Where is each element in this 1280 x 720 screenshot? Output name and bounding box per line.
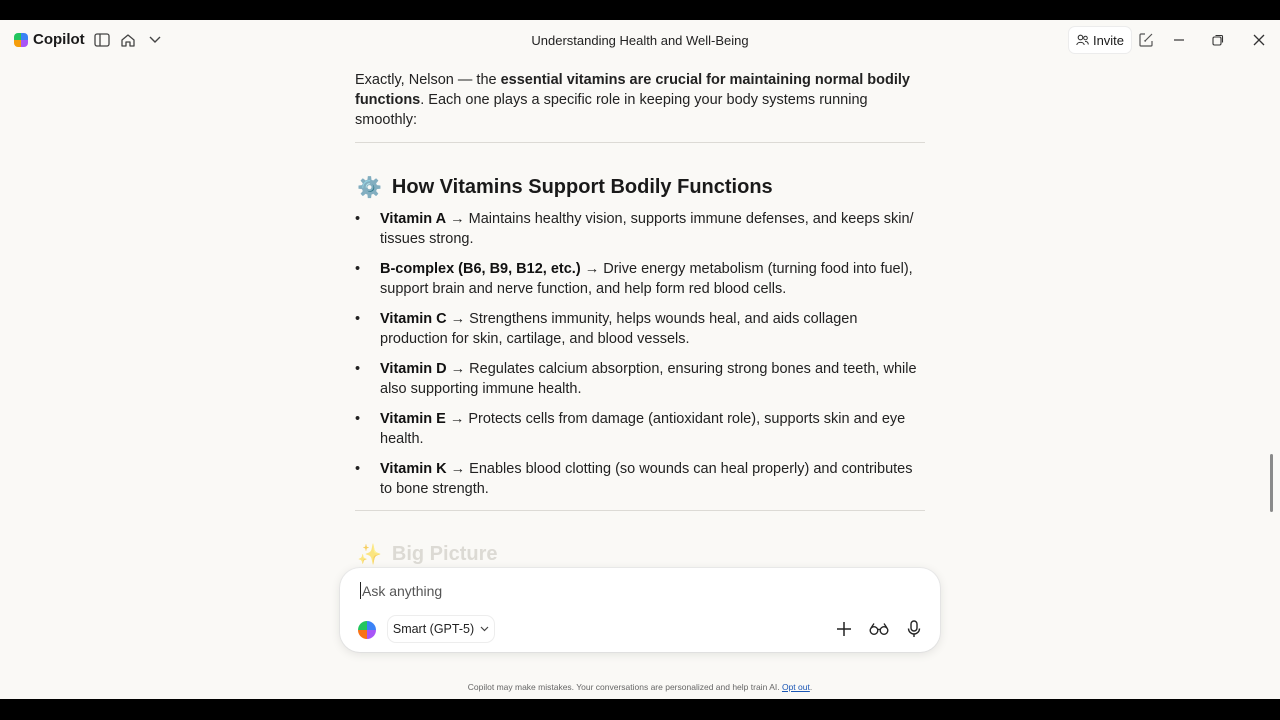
item-desc: → Enables blood clotting (so wounds can heal properly) and contributes to bone strength. (380, 461, 913, 497)
glasses-icon[interactable] (868, 618, 890, 640)
close-icon[interactable] (1250, 31, 1268, 49)
text-caret (360, 582, 361, 599)
divider (355, 510, 925, 511)
microphone-icon[interactable] (903, 618, 925, 640)
invite-button[interactable] (1069, 27, 1131, 53)
intro-bold: essential vitamins are crucial for maintaining normal bodily functions (355, 72, 910, 108)
item-desc: → Drive energy metabolism (turning food into fuel), support brain and nerve function, and help form red blood cells. (380, 261, 913, 297)
sparkle-icon: ✨ (357, 544, 382, 566)
gear-icon: ⚙️ (357, 177, 382, 199)
scrollbar-thumb[interactable] (1270, 454, 1273, 512)
item-desc: → Regulates calcium absorption, ensuring strong bones and teeth, while also supporting immune health. (380, 361, 917, 397)
intro-paragraph (355, 70, 925, 130)
title-bar (0, 20, 1280, 60)
section-heading (357, 175, 773, 200)
disclaimer-text: Copilot may make mistakes. Your conversations are personalized and help train AI. (467, 682, 780, 692)
invite-label: Invite (1092, 32, 1125, 48)
intro-text: Exactly, Nelson — the (355, 72, 501, 88)
composer (340, 568, 940, 652)
item-desc: → Maintains healthy vision, supports immune defenses, and keeps skin/ tissues strong. (380, 211, 914, 247)
item-name: Vitamin K (380, 461, 447, 477)
intro-text-2: . Each one plays a specific role in keeping your body systems running smoothly: (355, 92, 868, 128)
invite-people-icon (1076, 34, 1089, 46)
item-name: Vitamin E (380, 411, 446, 427)
popout-icon[interactable] (1137, 31, 1155, 49)
app-window: Copilot Understanding Health and Well-Being Invite Exactly, Nelson — the essential vitamins are crucial for maintaining normal bodily functions. Each one plays a specific role in keeping your body systems running smoothly: ⚙️ How Vitamins Support Bodily Functions • Vitamin A → Maintains healthy vision, supports immune defenses, and keeps skin/ tissues strong. • B-complex (B6, B9, B12, etc.) → Drive energy metabolism (turning food into fuel), support brain and nerve function, and help form red blood cells. • Vitamin C → Strengthens immunity, helps wounds heal, and aids collagen production for skin, cartilage, and blood vessels. • Vitamin D → Regulates calcium absorption, ensuring strong bones and teeth, while also supporting immune health. • Vitamin E → Protects cells from damage (antioxidant role), supports skin and eye health. • Vitamin K → Enables blood clotting (so wounds can heal properly) and contributes to bone strength. ✨ Big Picture Ask anything Smart (GPT-5) Copilot may make mistakes. Your conversations are personalized and help train AI. Opt out. (0, 20, 1280, 699)
next-section-heading (357, 542, 497, 567)
ask-input[interactable] (360, 578, 904, 604)
opt-out-link[interactable]: Opt out (781, 682, 810, 692)
app-name: Copilot (33, 31, 85, 48)
copilot-orb-icon[interactable] (358, 621, 376, 639)
chevron-down-icon (480, 626, 489, 632)
item-desc: → Strengthens immunity, helps wounds heal, and aids collagen production for skin, cartilage, and blood vessels. (380, 311, 858, 347)
item-desc: → Protects cells from damage (antioxidant role), supports skin and eye health. (380, 411, 906, 447)
item-name: Vitamin D (380, 361, 447, 377)
disclaimer: Copilot may make mistakes. Your conversations are personalized and help train AI. Opt out. (467, 682, 813, 692)
restore-icon[interactable] (1209, 31, 1227, 49)
item-name: Vitamin A (380, 211, 447, 227)
item-name: B-complex (B6, B9, B12, etc.) (380, 261, 581, 277)
model-select[interactable] (388, 616, 494, 642)
plus-icon[interactable] (833, 618, 855, 640)
model-label: Smart (GPT-5) (392, 622, 475, 636)
heading-text: How Vitamins Support Bodily Functions (391, 176, 773, 198)
item-name: Vitamin C (380, 311, 447, 327)
divider (355, 142, 925, 143)
window-title: Understanding Health and Well-Being (531, 33, 749, 48)
next-heading-text: Big Picture (391, 543, 498, 565)
minimize-icon[interactable] (1170, 31, 1188, 49)
